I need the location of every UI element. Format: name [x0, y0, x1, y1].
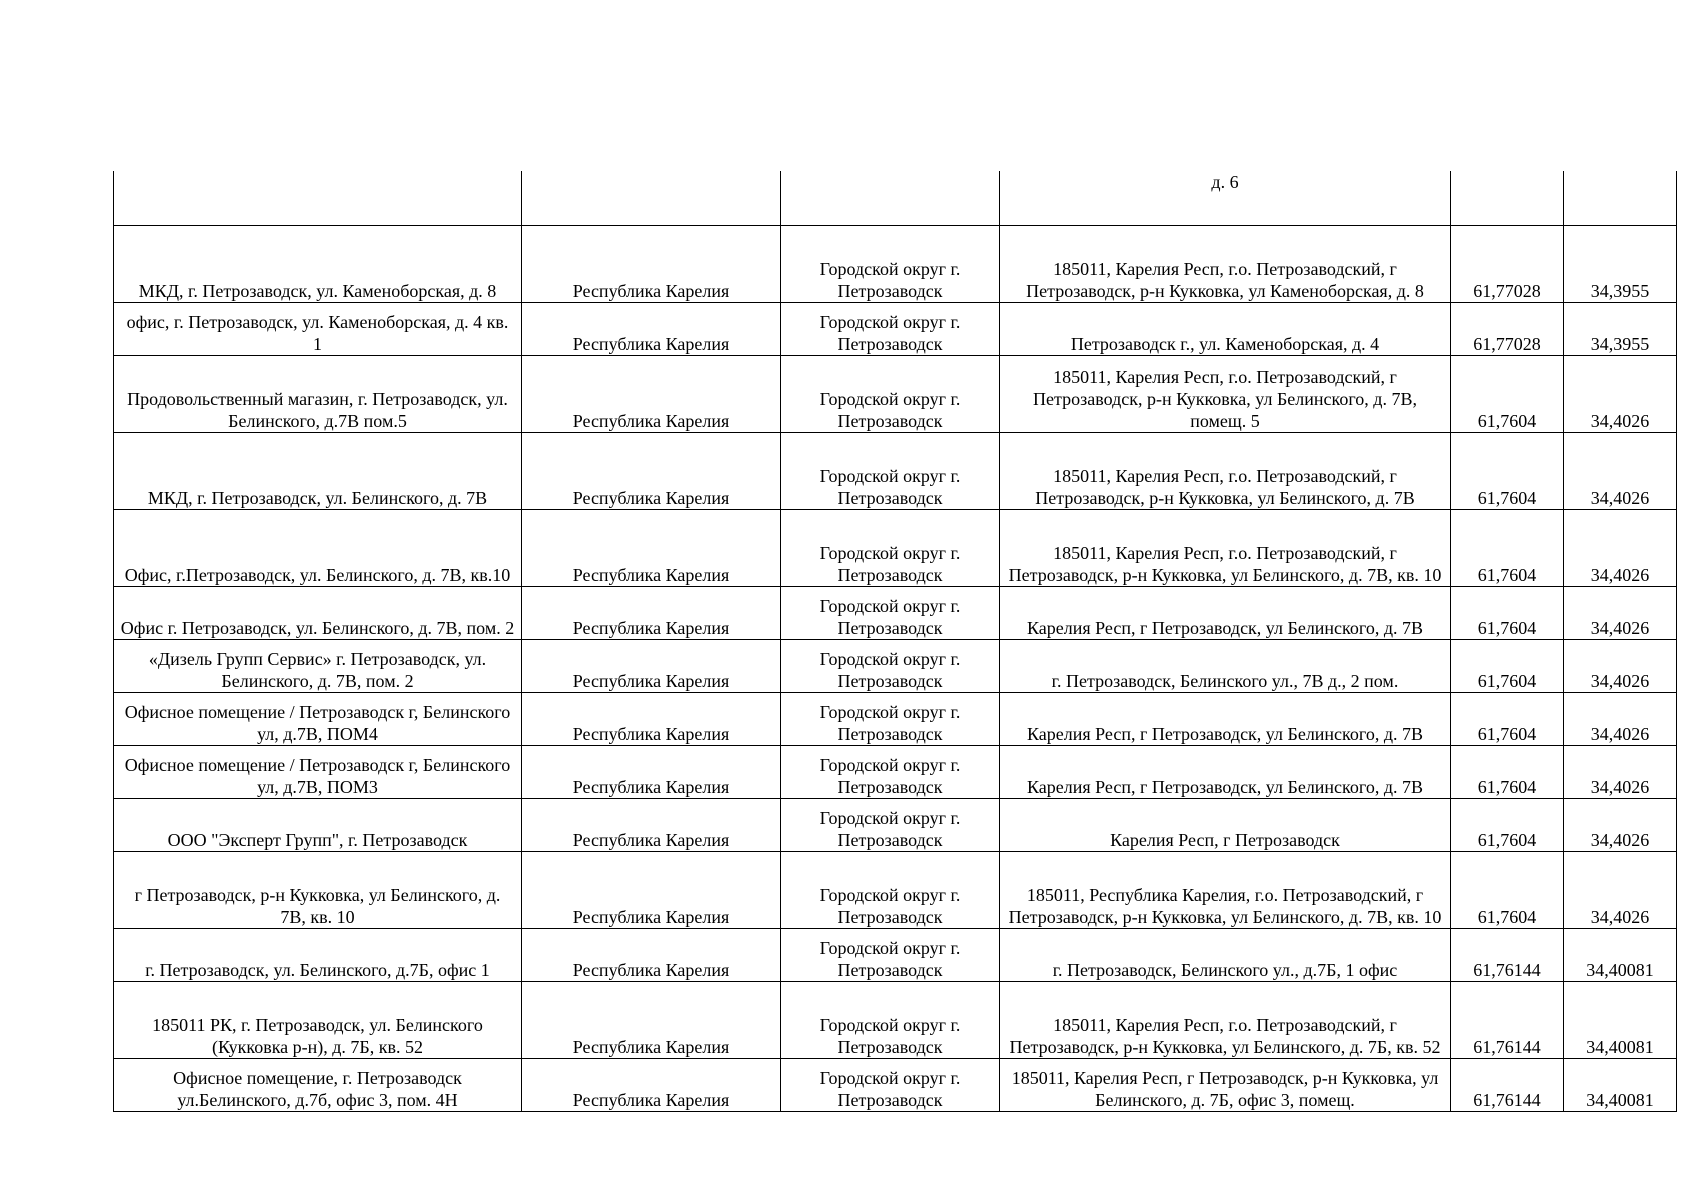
object-cell: «Дизель Групп Сервис» г. Петрозаводск, ул. Белинского, д. 7В, пом. 2	[114, 639, 522, 692]
object-cell: Офисное помещение, г. Петрозаводск ул.Белинского, д.7б, офис 3, пом. 4Н	[114, 1058, 522, 1111]
table-row	[114, 509, 1677, 586]
region-cell: Республика Карелия	[522, 509, 781, 586]
address-cell: Карелия Респ, г Петрозаводск, ул Белинского, д. 7В	[1000, 586, 1451, 639]
longitude-cell: 34,4026	[1564, 432, 1677, 509]
object-cell: 185011 РК, г. Петрозаводск, ул. Белинского (Кукковка р-н), д. 7Б, кв. 52	[114, 981, 522, 1058]
address-cell: Петрозаводск г., ул. Каменоборская, д. 4	[1000, 302, 1451, 355]
object-cell: Офисное помещение / Петрозаводск г, Белинского ул, д.7В, ПОМ4	[114, 692, 522, 745]
region-cell: Республика Карелия	[522, 981, 781, 1058]
address-cell: Карелия Респ, г Петрозаводск, ул Белинского, д. 7В	[1000, 692, 1451, 745]
municipality-cell: Городской округ г. Петрозаводск	[781, 692, 1000, 745]
address-cell: г. Петрозаводск, Белинского ул., д.7Б, 1 офис	[1000, 928, 1451, 981]
table-row	[114, 586, 1677, 639]
municipality-cell: Городской округ г. Петрозаводск	[781, 586, 1000, 639]
address-cell: 185011, Карелия Респ, г.о. Петрозаводский, г Петрозаводск, р-н Кукковка, ул Белинского, д. 7В, помещ. 5	[1000, 355, 1451, 432]
address-cell: д. 6	[1000, 171, 1451, 225]
longitude-cell: 34,4026	[1564, 586, 1677, 639]
municipality-cell: Городской округ г. Петрозаводск	[781, 509, 1000, 586]
latitude-cell: 61,76144	[1451, 928, 1564, 981]
region-cell: Республика Карелия	[522, 928, 781, 981]
longitude-cell: 34,4026	[1564, 851, 1677, 928]
longitude-cell: 34,3955	[1564, 225, 1677, 302]
address-cell: 185011, Карелия Респ, г.о. Петрозаводский, г Петрозаводск, р-н Кукковка, ул Белинского, д. 7В, кв. 10	[1000, 509, 1451, 586]
region-cell: Республика Карелия	[522, 1058, 781, 1111]
municipality-cell: Городской округ г. Петрозаводск	[781, 928, 1000, 981]
latitude-cell: 61,76144	[1451, 981, 1564, 1058]
latitude-cell: 61,7604	[1451, 851, 1564, 928]
municipality-cell: Городской округ г. Петрозаводск	[781, 851, 1000, 928]
longitude-cell: 34,4026	[1564, 639, 1677, 692]
region-cell: Республика Карелия	[522, 851, 781, 928]
longitude-cell: 34,40081	[1564, 981, 1677, 1058]
table-row	[114, 851, 1677, 928]
table-row	[114, 1058, 1677, 1111]
table-row	[114, 798, 1677, 851]
table-row	[114, 432, 1677, 509]
object-cell: Офис г. Петрозаводск, ул. Белинского, д. 7В, пом. 2	[114, 586, 522, 639]
latitude-cell	[1451, 171, 1564, 225]
region-cell: Республика Карелия	[522, 639, 781, 692]
table-row	[114, 928, 1677, 981]
region-cell: Республика Карелия	[522, 355, 781, 432]
object-cell: г. Петрозаводск, ул. Белинского, д.7Б, офис 1	[114, 928, 522, 981]
municipality-cell: Городской округ г. Петрозаводск	[781, 302, 1000, 355]
latitude-cell: 61,76144	[1451, 1058, 1564, 1111]
object-cell: Продовольственный магазин, г. Петрозаводск, ул. Белинского, д.7В пом.5	[114, 355, 522, 432]
municipality-cell: Городской округ г. Петрозаводск	[781, 225, 1000, 302]
latitude-cell: 61,77028	[1451, 225, 1564, 302]
longitude-cell: 34,3955	[1564, 302, 1677, 355]
municipality-cell: Городской округ г. Петрозаводск	[781, 981, 1000, 1058]
latitude-cell: 61,7604	[1451, 692, 1564, 745]
latitude-cell: 61,7604	[1451, 639, 1564, 692]
object-cell: офис, г. Петрозаводск, ул. Каменоборская, д. 4 кв. 1	[114, 302, 522, 355]
longitude-cell: 34,4026	[1564, 355, 1677, 432]
latitude-cell: 61,7604	[1451, 432, 1564, 509]
table-row-continued	[114, 171, 1677, 225]
longitude-cell: 34,4026	[1564, 798, 1677, 851]
table-row	[114, 639, 1677, 692]
region-cell: Республика Карелия	[522, 586, 781, 639]
objects-table-body	[114, 171, 1677, 1111]
object-cell: МКД, г. Петрозаводск, ул. Каменоборская, д. 8	[114, 225, 522, 302]
longitude-cell: 34,4026	[1564, 745, 1677, 798]
table-row	[114, 225, 1677, 302]
municipality-cell: Городской округ г. Петрозаводск	[781, 745, 1000, 798]
object-cell: МКД, г. Петрозаводск, ул. Белинского, д. 7В	[114, 432, 522, 509]
municipality-cell: Городской округ г. Петрозаводск	[781, 798, 1000, 851]
address-cell: 185011, Карелия Респ, г.о. Петрозаводский, г Петрозаводск, р-н Кукковка, ул Белинского, д. 7В	[1000, 432, 1451, 509]
latitude-cell: 61,7604	[1451, 509, 1564, 586]
region-cell: Республика Карелия	[522, 302, 781, 355]
objects-table	[113, 171, 1677, 1112]
address-cell: 185011, Республика Карелия, г.о. Петрозаводский, г Петрозаводск, р-н Кукковка, ул Белинского, д. 7В, кв. 10	[1000, 851, 1451, 928]
latitude-cell: 61,7604	[1451, 586, 1564, 639]
municipality-cell: Городской округ г. Петрозаводск	[781, 432, 1000, 509]
region-cell: Республика Карелия	[522, 692, 781, 745]
latitude-cell: 61,77028	[1451, 302, 1564, 355]
address-cell: 185011, Карелия Респ, г Петрозаводск, р-н Кукковка, ул Белинского, д. 7Б, офис 3, помещ.	[1000, 1058, 1451, 1111]
municipality-cell: Городской округ г. Петрозаводск	[781, 1058, 1000, 1111]
object-cell: Офисное помещение / Петрозаводск г, Белинского ул, д.7В, ПОМ3	[114, 745, 522, 798]
address-cell: Карелия Респ, г Петрозаводск	[1000, 798, 1451, 851]
longitude-cell: 34,4026	[1564, 692, 1677, 745]
table-row	[114, 355, 1677, 432]
municipality-cell: Городской округ г. Петрозаводск	[781, 639, 1000, 692]
object-cell: ООО "Эксперт Групп", г. Петрозаводск	[114, 798, 522, 851]
address-cell: г. Петрозаводск, Белинского ул., 7В д., 2 пом.	[1000, 639, 1451, 692]
address-cell: Карелия Респ, г Петрозаводск, ул Белинского, д. 7В	[1000, 745, 1451, 798]
table-row	[114, 302, 1677, 355]
municipality-cell: Городской округ г. Петрозаводск	[781, 355, 1000, 432]
latitude-cell: 61,7604	[1451, 798, 1564, 851]
table-row	[114, 692, 1677, 745]
region-cell	[522, 171, 781, 225]
longitude-cell: 34,40081	[1564, 928, 1677, 981]
latitude-cell: 61,7604	[1451, 355, 1564, 432]
address-cell: 185011, Карелия Респ, г.о. Петрозаводский, г Петрозаводск, р-н Кукковка, ул Каменоборская, д. 8	[1000, 225, 1451, 302]
region-cell: Республика Карелия	[522, 798, 781, 851]
municipality-cell	[781, 171, 1000, 225]
table-row	[114, 745, 1677, 798]
longitude-cell	[1564, 171, 1677, 225]
region-cell: Республика Карелия	[522, 745, 781, 798]
address-cell: 185011, Карелия Респ, г.о. Петрозаводский, г Петрозаводск, р-н Кукковка, ул Белинского, д. 7Б, кв. 52	[1000, 981, 1451, 1058]
table-row	[114, 981, 1677, 1058]
object-cell	[114, 171, 522, 225]
object-cell: Офис, г.Петрозаводск, ул. Белинского, д. 7В, кв.10	[114, 509, 522, 586]
object-cell: г Петрозаводск, р-н Кукковка, ул Белинского, д. 7В, кв. 10	[114, 851, 522, 928]
longitude-cell: 34,40081	[1564, 1058, 1677, 1111]
region-cell: Республика Карелия	[522, 225, 781, 302]
longitude-cell: 34,4026	[1564, 509, 1677, 586]
latitude-cell: 61,7604	[1451, 745, 1564, 798]
region-cell: Республика Карелия	[522, 432, 781, 509]
